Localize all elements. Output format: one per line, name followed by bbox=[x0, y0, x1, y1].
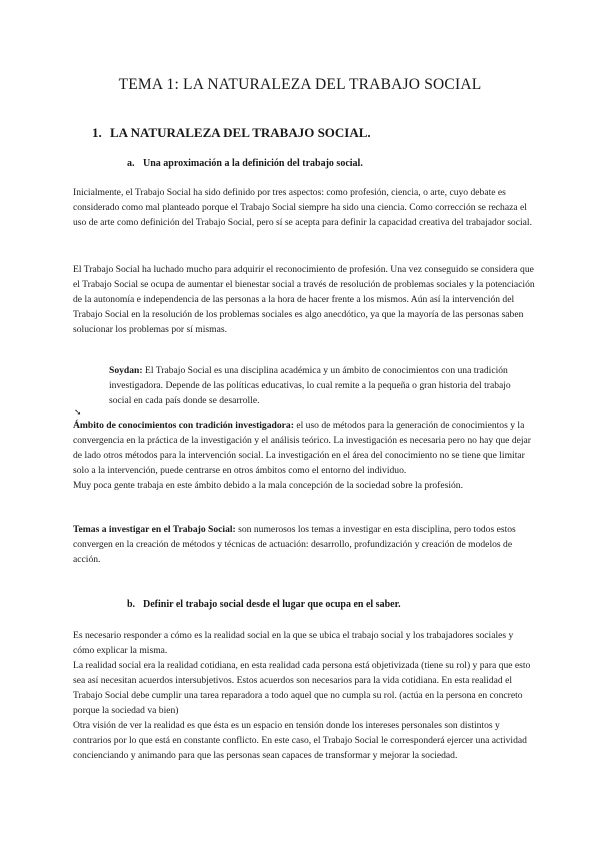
subsection-heading-a bbox=[127, 158, 363, 169]
document-title: TEMA 1: LA NATURALEZA DEL TRABAJO SOCIAL bbox=[118, 76, 482, 93]
soydan-text: El Trabajo Social es una disciplina académica y un ámbito de conocimientos con una tradición investigadora. Depende de las políticas educativas, lo cual remite a la pequeña o gran historia del trabajo social en cada país donde se desarrolle. bbox=[109, 365, 511, 406]
ambito-extra-text: Muy poca gente trabaja en este ámbito debido a la mala concepción de la sociedad sobre la profesión. bbox=[73, 480, 463, 491]
paragraph-profession-text: El Trabajo Social ha luchado mucho para adquirir el reconocimiento de profesión. Una vez conseguido se considera que el Trabajo Social se ocupa de aumentar el bienestar social a través de resolución de problemas sociales y la potenciación de la autonomía e independencia de las personas a la hora de hacer frente a los mismos. Aún así la intervención del Trabajo Social en la resolución de los problemas sociales es algo anecdótico, ya que la mayoría de las personas saben solucionar los problemas por sí mismas. bbox=[73, 264, 535, 335]
section-heading-text: LA NATURALEZA DEL TRABAJO SOCIAL. bbox=[110, 125, 371, 140]
paragraph-ambito bbox=[73, 418, 535, 493]
paragraph-realidad bbox=[73, 628, 535, 763]
section-number: 1. bbox=[92, 125, 102, 140]
arrow-down-right-icon: ➘ bbox=[74, 407, 82, 417]
ambito-label: Ámbito de conocimientos con tradición investigadora: bbox=[73, 420, 294, 431]
paragraph-soydan bbox=[73, 363, 535, 408]
paragraph-profession bbox=[73, 262, 535, 337]
temas-label: Temas a investigar en el Trabajo Social: bbox=[73, 524, 236, 535]
paragraph-definition-text: Inicialmente, el Trabajo Social ha sido definido por tres aspectos: como profesión, ciencia, o arte, cuyo debate es considerado como mal planteado porque el Trabajo Social siempre ha sido una ciencia. Como corrección se rechaza el uso de arte como definición del Trabajo Social, pero sí se acepta para definir la capacidad creativa del trabajador social. bbox=[73, 187, 532, 228]
section-heading-1 bbox=[92, 125, 371, 141]
realidad-line-1: Es necesario responder a cómo es la realidad social en la que se ubica el trabajo social y los trabajadores sociales y cómo explicar la misma. bbox=[73, 630, 514, 656]
paragraph-temas bbox=[73, 522, 535, 567]
subsection-heading-a-text: Una aproximación a la definición del trabajo social. bbox=[143, 158, 363, 169]
subsection-heading-b bbox=[127, 599, 401, 610]
paragraph-definition bbox=[73, 185, 535, 230]
ambito-text: el uso de métodos para la generación de conocimientos y la convergencia en la práctica de la investigación y el análisis teórico. La investigación es necesaria pero no hay que dejar de lado otros métodos para la intervención social. La investigación en el área del conocimiento no se tiene que limitar solo a la intervención, puede centrarse en otros ámbitos como el entorno del individuo. bbox=[73, 420, 531, 476]
soydan-label: Soydan: bbox=[109, 365, 143, 376]
realidad-line-3: Otra visión de ver la realidad es que ésta es un espacio en tensión donde los intereses personales son distintos y contrarios por lo que está en constante conflicto. En este caso, el Trabajo Social le corresponderá ejercer una actividad concienciando y animando para que las personas sean capaces de transformar y mejorar la sociedad. bbox=[73, 720, 527, 761]
subsection-letter-a: a. bbox=[127, 158, 135, 169]
realidad-line-2: La realidad social era la realidad cotidiana, en esta realidad cada persona está objetivizada (tiene su rol) y para que esto sea así necesitan acuerdos intersubjetivos. Estos acuerdos son necesarios para la vida cotidiana. En esta realidad el Trabajo Social debe cumplir una tarea reparadora a todo aquel que no cumpla su rol. (actúa en la persona en concreto porque la sociedad va bien) bbox=[73, 660, 531, 716]
subsection-letter-b: b. bbox=[127, 599, 136, 610]
subsection-heading-b-text: Definir el trabajo social desde el lugar que ocupa en el saber. bbox=[143, 599, 401, 610]
temas-text: son numerosos los temas a investigar en esta disciplina, pero todos estos convergen en la creación de métodos y técnicas de actuación: desarrollo, profundización y creación de modelos de acción. bbox=[73, 524, 516, 565]
